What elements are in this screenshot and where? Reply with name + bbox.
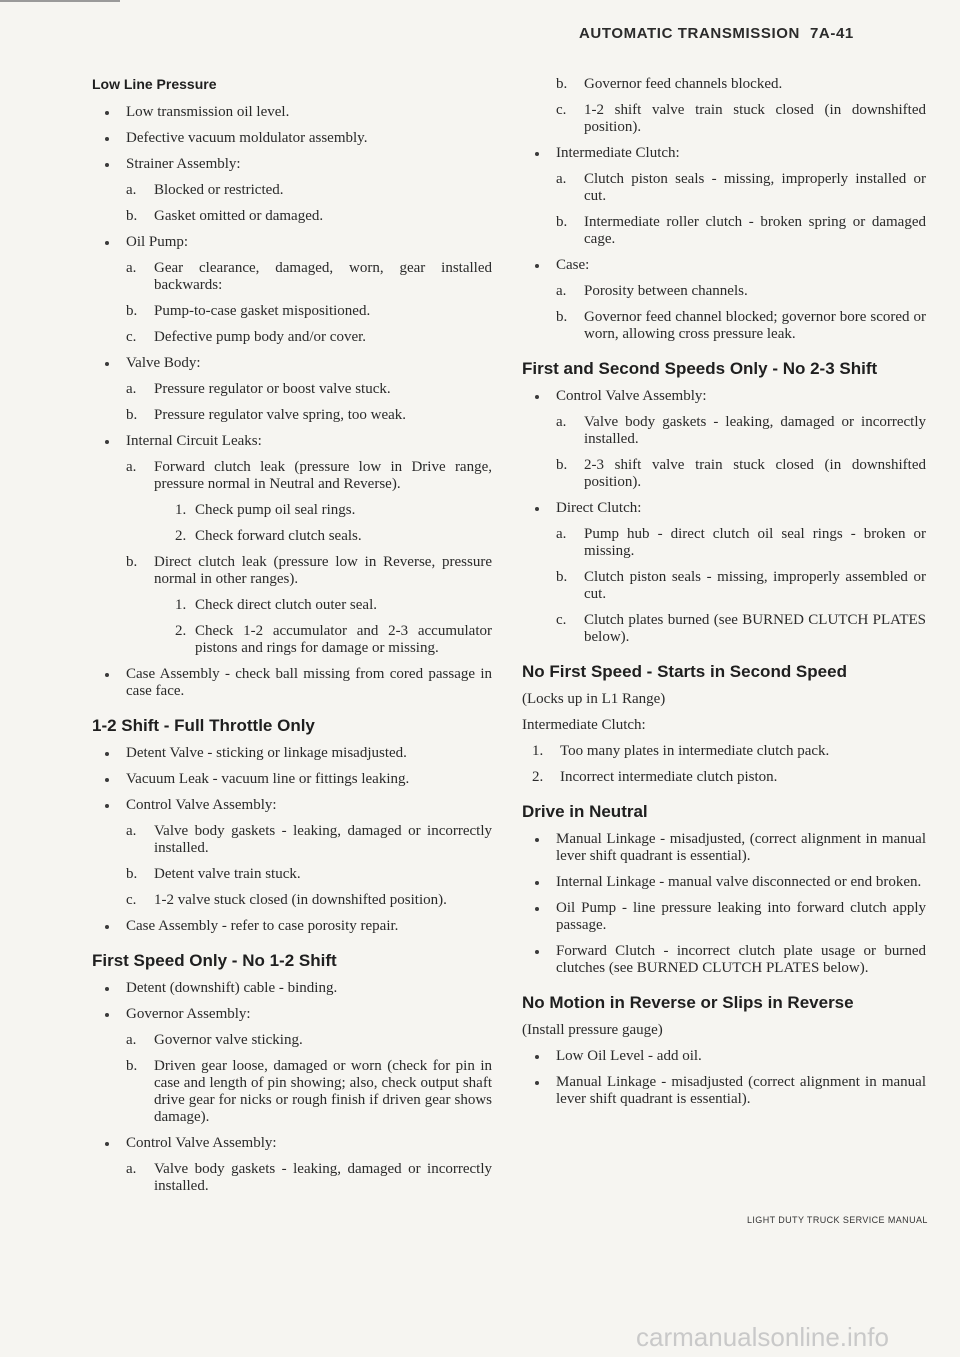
right-column bbox=[522, 76, 926, 1117]
sub-item: b. Direct clutch leak (pressure low in Reverse, pressure normal in other ranges). bbox=[126, 554, 492, 587]
sub-item: c. Defective pump body and/or cover. bbox=[126, 329, 367, 345]
bullet-item: Defective vacuum moldulator assembly. bbox=[92, 130, 492, 147]
sub-item: c. 1-2 shift valve train stuck closed (in downshifted position). bbox=[556, 102, 926, 135]
bullet-item: Case: bbox=[522, 257, 926, 274]
section-heading: 1-2 Shift - Full Throttle Only bbox=[92, 716, 315, 735]
bullet-item: Direct Clutch: bbox=[522, 500, 926, 517]
page-footer: LIGHT DUTY TRUCK SERVICE MANUAL bbox=[747, 1215, 928, 1225]
sub-item: b. Clutch piston seals - missing, improperly assembled or cut. bbox=[556, 569, 926, 602]
sub-item: a. Pump hub - direct clutch oil seal rings - broken or missing. bbox=[556, 526, 926, 559]
page-number: 7A-41 bbox=[809, 25, 854, 42]
sub-item: a. Forward clutch leak (pressure low in Drive range, pressure normal in Neutral and Reverse). bbox=[126, 459, 492, 492]
bullet-item: Control Valve Assembly: bbox=[92, 797, 492, 814]
numbered-item: 1. Check direct clutch outer seal. bbox=[175, 597, 378, 613]
top-rule bbox=[0, 0, 120, 2]
sub-item: b. Intermediate roller clutch - broken spring or damaged cage. bbox=[556, 214, 926, 247]
section-heading: Low Line Pressure bbox=[92, 76, 217, 92]
bullet-item: Oil Pump: bbox=[92, 234, 492, 251]
sub-item: a. Valve body gaskets - leaking, damaged or incorrectly installed. bbox=[556, 414, 926, 447]
numbered-item: 1. Too many plates in intermediate clutch pack. bbox=[532, 743, 830, 759]
bullet-item: Strainer Assembly: bbox=[92, 156, 492, 173]
numbered-item: 2. Check forward clutch seals. bbox=[175, 528, 362, 544]
sub-item: a. Blocked or restricted. bbox=[126, 182, 284, 198]
section-heading: No First Speed - Starts in Second Speed bbox=[522, 662, 847, 681]
bullet-item: Detent (downshift) cable - binding. bbox=[92, 980, 492, 997]
bullet-item: Control Valve Assembly: bbox=[92, 1135, 492, 1152]
sub-item: a. Clutch piston seals - missing, improperly installed or cut. bbox=[556, 171, 926, 204]
sub-item: c. Clutch plates burned (see BURNED CLUTCH PLATES below). bbox=[556, 612, 926, 645]
bullet-item: Oil Pump - line pressure leaking into forward clutch apply passage. bbox=[522, 900, 926, 934]
sub-item: b. Governor feed channel blocked; governor bore scored or worn, allowing cross pressure leak. bbox=[556, 309, 926, 342]
sub-item: b. Gasket omitted or damaged. bbox=[126, 208, 324, 224]
bullet-item: Control Valve Assembly: bbox=[522, 388, 926, 405]
section-heading: First Speed Only - No 1-2 Shift bbox=[92, 951, 337, 970]
watermark: carmanualsonline.info bbox=[636, 1322, 889, 1352]
sub-item: c. 1-2 valve stuck closed (in downshifted position). bbox=[126, 892, 447, 908]
left-column bbox=[92, 76, 492, 1204]
sub-item: a. Valve body gaskets - leaking, damaged or incorrectly installed. bbox=[126, 823, 492, 856]
sub-item: a. Porosity between channels. bbox=[556, 283, 748, 299]
bullet-item: Case Assembly - check ball missing from cored passage in case face. bbox=[92, 666, 492, 700]
sub-item: a. Gear clearance, damaged, worn, gear installed backwards: bbox=[126, 260, 492, 293]
header-title: AUTOMATIC TRANSMISSION bbox=[579, 25, 800, 42]
paragraph: (Locks up in L1 Range) bbox=[522, 691, 666, 707]
sub-item: b. Pump-to-case gasket mispositioned. bbox=[126, 303, 371, 319]
bullet-item: Intermediate Clutch: bbox=[522, 145, 926, 162]
bullet-item: Vacuum Leak - vacuum line or fittings leaking. bbox=[92, 771, 492, 788]
numbered-item: 1. Check pump oil seal rings. bbox=[175, 502, 356, 518]
sub-item: b. Governor feed channels blocked. bbox=[556, 76, 783, 92]
bullet-item: Low transmission oil level. bbox=[92, 104, 492, 121]
bullet-item: Manual Linkage - misadjusted, (correct alignment in manual lever shift quadrant is essential). bbox=[522, 831, 926, 865]
section-heading: First and Second Speeds Only - No 2-3 Shift bbox=[522, 359, 878, 378]
page-header bbox=[579, 25, 919, 42]
paragraph: Intermediate Clutch: bbox=[522, 717, 646, 733]
bullet-item: Internal Circuit Leaks: bbox=[92, 433, 492, 450]
sub-item: a. Valve body gaskets - leaking, damaged or incorrectly installed. bbox=[126, 1161, 492, 1194]
bullet-item: Governor Assembly: bbox=[92, 1006, 492, 1023]
bullet-item: Low Oil Level - add oil. bbox=[522, 1048, 926, 1065]
sub-item: b. Detent valve train stuck. bbox=[126, 866, 301, 882]
bullet-item: Internal Linkage - manual valve disconnected or end broken. bbox=[522, 874, 926, 891]
sub-item: b. Driven gear loose, damaged or worn (check for pin in case and length of pin showing; also, check output shaft drive gear for nicks or rough finish if driven gear shows damage). bbox=[126, 1058, 492, 1125]
sub-item: a. Pressure regulator or boost valve stuck. bbox=[126, 381, 391, 397]
sub-item: b. 2-3 shift valve train stuck closed (in downshifted position). bbox=[556, 457, 926, 490]
sub-item: a. Governor valve sticking. bbox=[126, 1032, 303, 1048]
bullet-item: Detent Valve - sticking or linkage misadjusted. bbox=[92, 745, 492, 762]
bullet-item: Valve Body: bbox=[92, 355, 492, 372]
numbered-item: 2. Check 1-2 accumulator and 2-3 accumulator pistons and rings for damage or missing. bbox=[175, 623, 492, 656]
bullet-item: Manual Linkage - misadjusted (correct alignment in manual lever shift quadrant is essential). bbox=[522, 1074, 926, 1108]
sub-item: b. Pressure regulator valve spring, too weak. bbox=[126, 407, 407, 423]
bullet-item: Forward Clutch - incorrect clutch plate usage or burned clutches (see BURNED CLUTCH PLATES below). bbox=[522, 943, 926, 977]
paragraph: (Install pressure gauge) bbox=[522, 1022, 663, 1038]
numbered-item: 2. Incorrect intermediate clutch piston. bbox=[532, 769, 778, 785]
section-heading: Drive in Neutral bbox=[522, 802, 648, 821]
bullet-item: Case Assembly - refer to case porosity repair. bbox=[92, 918, 492, 935]
section-heading: No Motion in Reverse or Slips in Reverse bbox=[522, 993, 854, 1012]
